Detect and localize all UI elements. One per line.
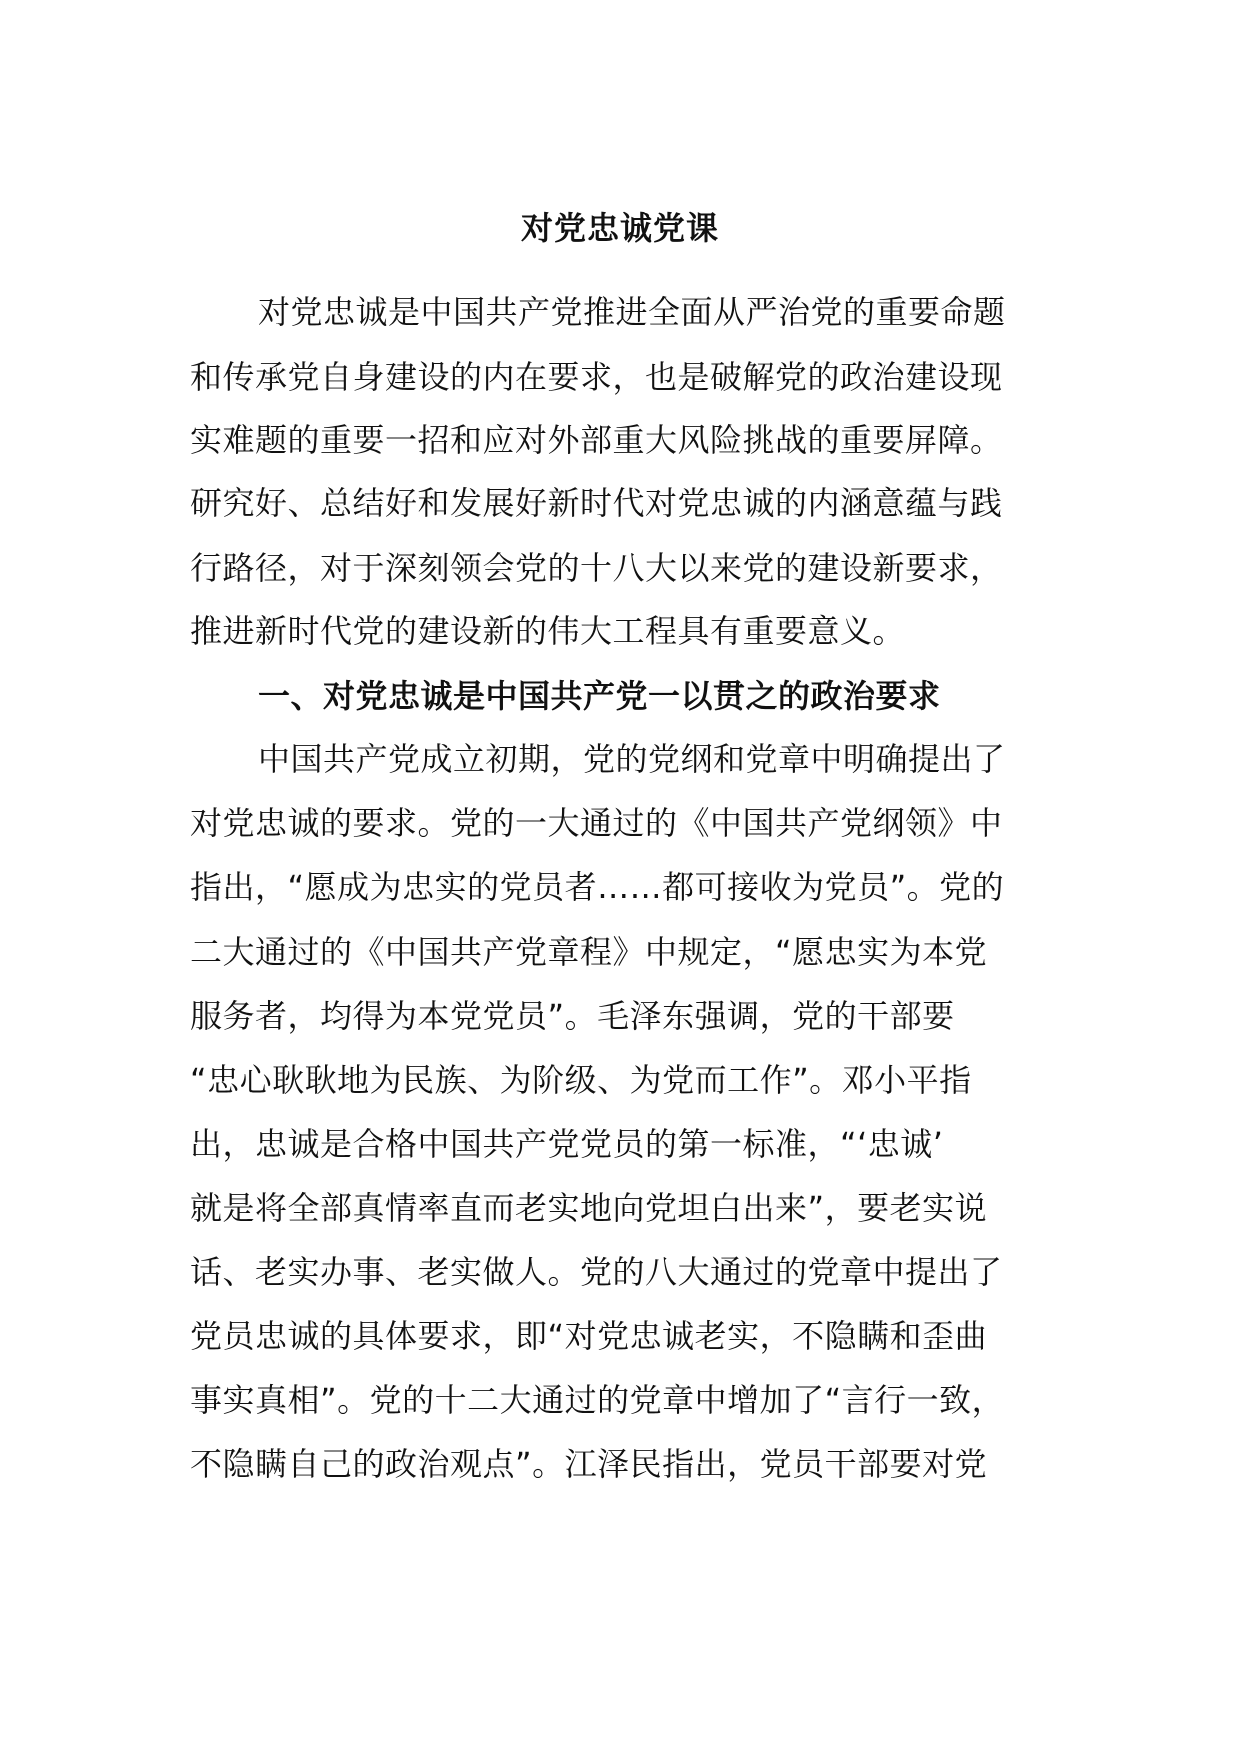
document-title: 对党忠诚党课 (520, 209, 719, 247)
paragraph-line: 服务者，均得为本党党员”。毛泽东强调，党的干部要 (190, 997, 955, 1035)
paragraph-line: 实难题的重要一招和应对外部重大风险挑战的重要屏障。 (190, 421, 1003, 459)
paragraph-line: 对党忠诚是中国共产党推进全面从严治党的重要命题 (258, 293, 1006, 331)
paragraph-line: 二大通过的《中国共产党章程》中规定，“愿忠实为本党 (190, 933, 988, 971)
paragraph-line: 对党忠诚的要求。党的一大通过的《中国共产党纲领》中 (190, 804, 1003, 842)
paragraph-line: 中国共产党成立初期，党的党纲和党章中明确提出了 (258, 740, 1006, 778)
paragraph-line: 党员忠诚的具体要求，即“对党忠诚老实，不隐瞒和歪曲 (190, 1317, 988, 1355)
paragraph-line: 研究好、总结好和发展好新时代对党忠诚的内涵意蕴与践 (190, 484, 1003, 522)
section-heading: 一、对党忠诚是中国共产党一以贯之的政治要求 (258, 677, 941, 715)
paragraph-line: 行路径，对于深刻领会党的十八大以来党的建设新要求， (190, 549, 1003, 587)
paragraph-line: 推进新时代党的建设新的伟大工程具有重要意义。 (190, 612, 906, 650)
paragraph-line: 出，忠诚是合格中国共产党党员的第一标准，“‘忠诚’ (190, 1125, 944, 1163)
paragraph-line: 话、老实办事、老实做人。党的八大通过的党章中提出了 (190, 1253, 1003, 1291)
paragraph-line: “忠心耿耿地为民族、为阶级、为党而工作”。邓小平指 (190, 1061, 972, 1099)
paragraph-line: 不隐瞒自己的政治观点”。江泽民指出，党员干部要对党 (190, 1445, 988, 1483)
paragraph-line: 和传承党自身建设的内在要求，也是破解党的政治建设现 (190, 358, 1003, 396)
paragraph-line: 事实真相”。党的十二大通过的党章中增加了“言行一致， (190, 1381, 1005, 1419)
paragraph-line: 指出，“愿成为忠实的党员者……都可接收为党员”。党的 (190, 868, 1005, 906)
paragraph-line: 就是将全部真情率直而老实地向党坦白出来”，要老实说 (190, 1189, 988, 1227)
